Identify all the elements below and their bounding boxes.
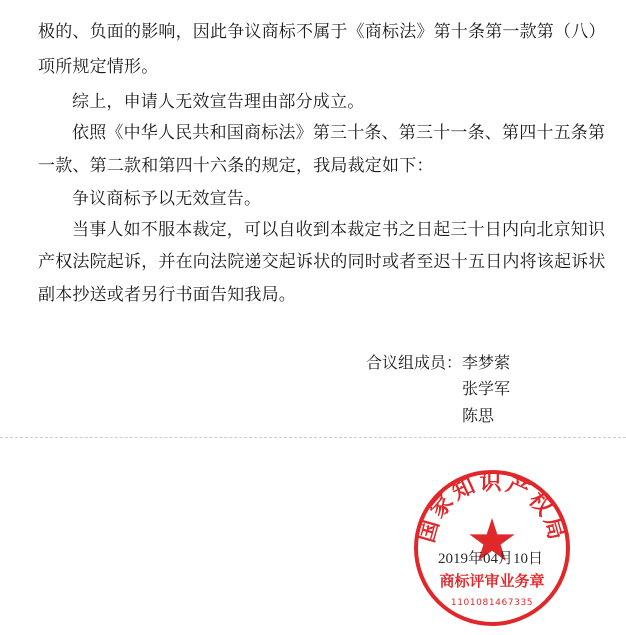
panel-member: 李梦萦 bbox=[462, 353, 511, 372]
body-line: 综上，申请人无效宣告理由部分成立。 bbox=[72, 92, 365, 112]
panel-label: 合议组成员： bbox=[366, 353, 463, 372]
body-line: 当事人如不服本裁定，可以自收到本裁定书之日起三十日内向北京知识 bbox=[72, 220, 606, 240]
panel-member: 陈思 bbox=[462, 406, 495, 425]
seal-arc-text: 国家知识产权局 bbox=[413, 469, 571, 546]
seal-serial: 1101081467335 bbox=[450, 598, 534, 608]
fold-line bbox=[0, 437, 626, 438]
body-line: 争议商标予以无效宣告。 bbox=[72, 189, 262, 209]
body-line: 一款、第二款和第四十六条的规定，我局裁定如下： bbox=[38, 156, 434, 176]
decision-date: 2019年04月10日 bbox=[438, 551, 544, 567]
body-line: 副本抄送或者另行书面告知我局。 bbox=[38, 285, 296, 305]
official-seal bbox=[412, 468, 572, 628]
body-line: 产权法院起诉，并在向法院递交起诉状的同时或者至迟十五日内将该起诉状 bbox=[38, 252, 606, 272]
body-line: 依照《中华人民共和国商标法》第三十条、第三十一条、第四十五条第 bbox=[72, 123, 606, 143]
body-line: 项所规定情形。 bbox=[38, 57, 159, 77]
panel-member: 张学军 bbox=[462, 379, 511, 398]
body-line: 极的、负面的影响，因此争议商标不属于《商标法》第十条第一款第（八） bbox=[38, 22, 606, 42]
seal-inner-text: 商标评审业务章 bbox=[439, 572, 545, 590]
